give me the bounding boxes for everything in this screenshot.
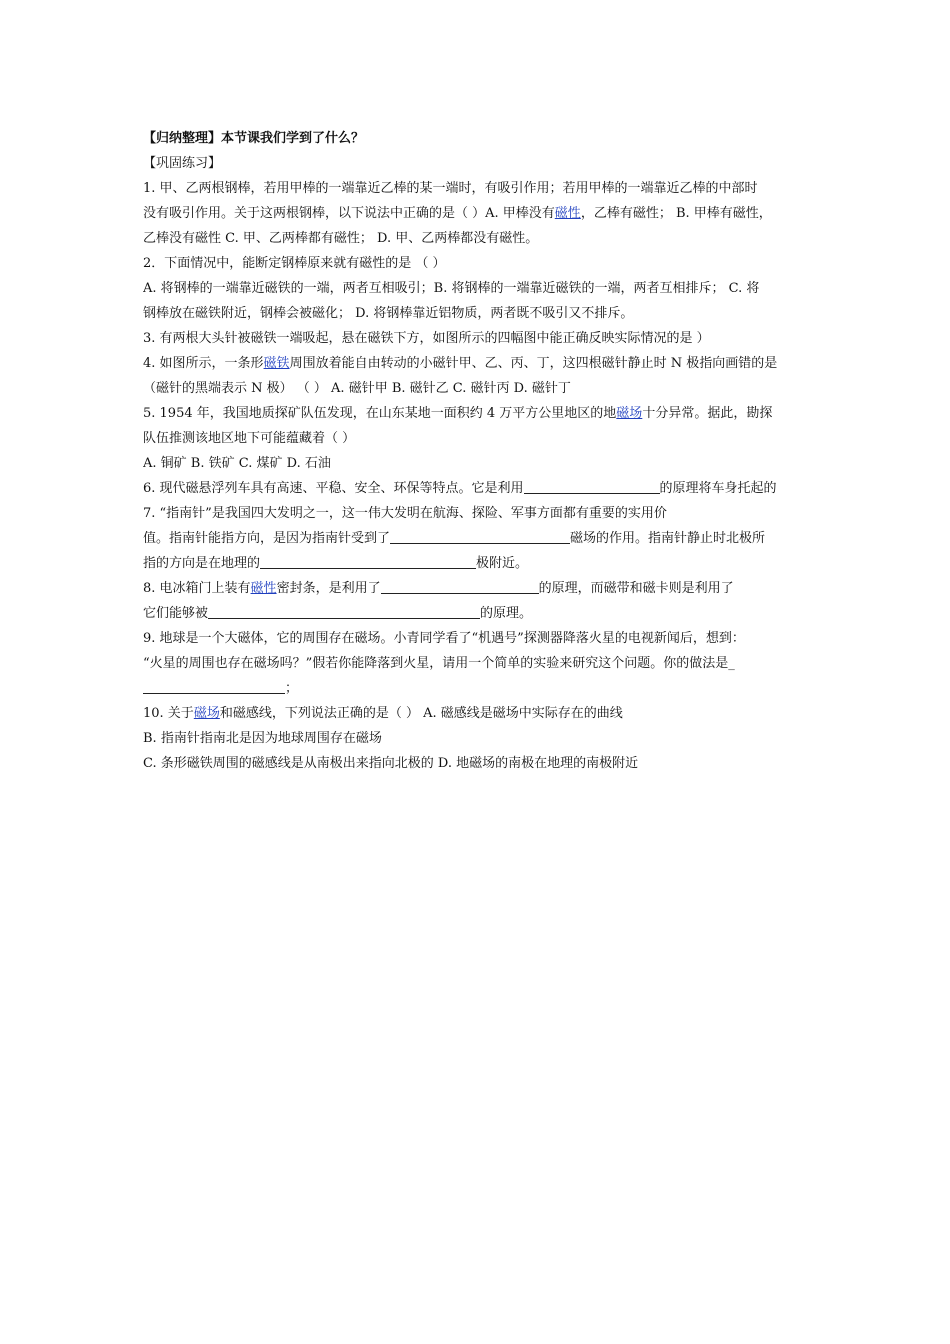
summary-heading: 【归纳整理】本节课我们学到了什么？ <box>143 131 365 146</box>
q8-answer-blank-2[interactable] <box>208 604 480 619</box>
magnetic-field-link[interactable]: 磁场 <box>193 706 220 721</box>
practice-section-heading: 【巩固练习】 <box>143 156 222 171</box>
q4-text: 周围放着能自由转动的小磁针甲、乙、丙、丁，这四根磁针静止时 N 极指向画错的是 <box>289 356 778 371</box>
q4-line-2: （磁针的黑端表示 N 极） （ ） A. 磁针甲 B. 磁针乙 C. 磁针丙 D. 磁针丁 <box>143 381 571 396</box>
q10-line-1 <box>143 701 815 726</box>
magnet-link[interactable]: 磁铁 <box>263 356 290 371</box>
q10-option-b: B. 指南针指南北是因为地球周围存在磁场 <box>143 731 382 746</box>
q10-text: 和磁感线，下列说法正确的是（ ） A. 磁感线是磁场中实际存在的曲线 <box>219 706 623 721</box>
q2-line-1: 2．下面情况中，能断定钢棒原来就有磁性的是 （ ） <box>143 256 446 271</box>
q8-text: 的原理，而磁带和磁卡则是利用了 <box>538 581 734 596</box>
q8-answer-blank-1[interactable] <box>381 579 539 594</box>
q5-line-1 <box>143 401 815 426</box>
q6-text: 的原理将车身托起的 <box>659 481 777 496</box>
q7-line-1: 7. “指南针”是我国四大发明之一，这一伟大发明在航海、探险、军事方面都有重要的实用价 <box>143 506 667 521</box>
q9-text: ； <box>285 681 299 696</box>
q7-text: 极附近。 <box>476 556 529 571</box>
q5-line-2: 队伍推测该地区地下可能蕴藏着（ ） <box>143 431 356 446</box>
q9-answer-blank[interactable] <box>143 679 285 694</box>
q7-line-3 <box>143 551 815 576</box>
q1-line-1: 1. 甲、乙两根钢棒，若用甲棒的一端靠近乙棒的某一端时，有吸引作用；若用甲棒的一端靠近乙棒的中部时 <box>143 181 758 196</box>
q8-text: 8. 电冰箱门上装有 <box>143 581 251 596</box>
q7-text: 值。指南针能指方向，是因为指南针受到了 <box>143 531 391 546</box>
q8-line-2 <box>143 601 815 626</box>
q6-text: 6. 现代磁悬浮列车具有高速、平稳、安全、环保等特点。它是利用 <box>143 481 524 496</box>
q8-text: 的原理。 <box>480 606 533 621</box>
q6-answer-blank[interactable] <box>524 479 660 494</box>
q1-line-3: 乙棒没有磁性 C. 甲、乙两棒都有磁性； D. 甲、乙两棒都没有磁性。 <box>143 231 539 246</box>
q1-line-2 <box>143 201 815 226</box>
document-page <box>143 126 815 776</box>
q7-text: 磁场的作用。指南针静止时北极所 <box>570 531 766 546</box>
q3-line-1: 3. 有两根大头针被磁铁一端吸起，悬在磁铁下方，如图所示的四幅图中能正确反映实际情况的是 ） <box>143 331 710 346</box>
q6-line-1 <box>143 476 815 501</box>
magnetic-seal-link[interactable]: 磁性 <box>250 581 277 596</box>
q8-text: 密封条，是利用了 <box>276 581 381 596</box>
q9-line-1: 9. 地球是一个大磁体，它的周围存在磁场。小青同学看了“机遇号”探测器降落火星的电视新闻后，想到： <box>143 631 745 646</box>
q7-line-2 <box>143 526 815 551</box>
q7-text: 指的方向是在地理的 <box>143 556 261 571</box>
q7-answer-blank-2[interactable] <box>260 554 476 569</box>
q10-text: 10. 关于 <box>143 706 194 721</box>
q4-text: 4. 如图所示，一条形 <box>143 356 264 371</box>
q5-options: A. 铜矿 B. 铁矿 C. 煤矿 D. 石油 <box>143 456 331 471</box>
q1-text: ，乙棒有磁性； B. 甲棒有磁性， <box>580 206 772 221</box>
magnetic-field-link[interactable]: 磁场 <box>616 406 643 421</box>
q1-text: 没有吸引作用。关于这两根钢棒，以下说法中正确的是（ ）A. 甲棒没有 <box>143 206 555 221</box>
q8-text: 它们能够被 <box>143 606 209 621</box>
q10-options-c-d: C. 条形磁铁周围的磁感线是从南极出来指向北极的 D. 地磁场的南极在地理的南极附近 <box>143 756 639 771</box>
q2-line-3: 钢棒放在磁铁附近，钢棒会被磁化； D. 将钢棒靠近铝物质，两者既不吸引又不排斥。 <box>143 306 634 321</box>
q4-line-1 <box>143 351 815 376</box>
q9-line-3 <box>143 676 815 701</box>
q5-text: 十分异常。据此，勘探 <box>642 406 773 421</box>
q2-line-2: A. 将钢棒的一端靠近磁铁的一端，两者互相吸引；B. 将钢棒的一端靠近磁铁的一端，两者互相排斥； C. 将 <box>143 281 760 296</box>
q9-line-2: “火星的周围也存在磁场吗？”假若你能降落到火星，请用一个简单的实验来研究这个问题。你的做法是_ <box>143 656 735 671</box>
q5-text: 5. 1954 年，我国地质探矿队伍发现，在山东某地一面积约 4 万平方公里地区的地 <box>143 406 617 421</box>
magnetism-link[interactable]: 磁性 <box>554 206 581 221</box>
q8-line-1 <box>143 576 815 601</box>
q7-answer-blank-1[interactable] <box>390 529 570 544</box>
